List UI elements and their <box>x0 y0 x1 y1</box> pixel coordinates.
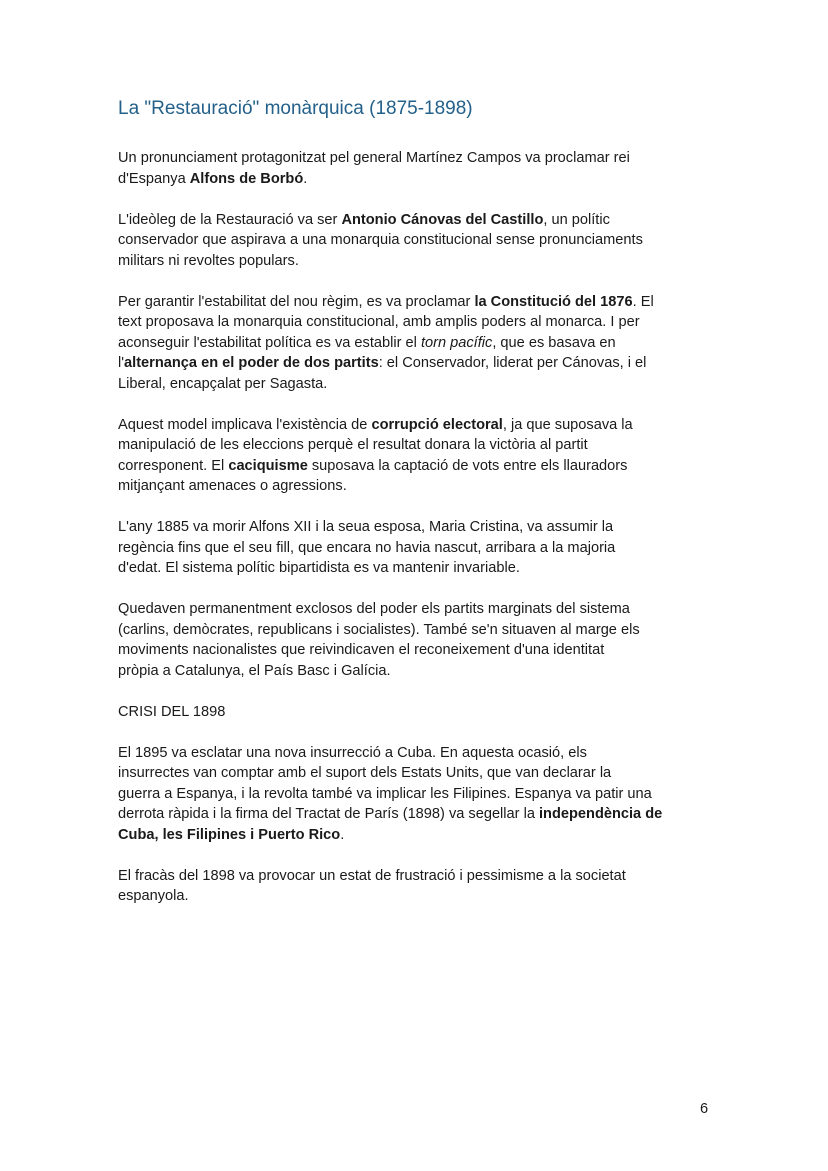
text-run: Quedaven permanentment exclosos del poder els partits marginats del sistema <box>118 601 630 617</box>
text-line <box>118 784 738 805</box>
text-line <box>118 558 738 579</box>
text-line <box>118 866 738 887</box>
bold-text: alternança en el poder de dos partits <box>124 355 379 371</box>
text-run: : el Conservador, liderat per Cánovas, i el <box>378 355 647 371</box>
text-run: El 1895 va esclatar una nova insurrecció a Cuba. En aquesta ocasió, els <box>118 744 587 761</box>
text-run: Aquest model implicava l'existència de <box>118 416 372 433</box>
text-line <box>118 210 738 231</box>
text-run: insurrectes van comptar amb el suport dels Estats Units, que van declarar la <box>118 765 612 781</box>
text-run: regència fins que el seu fill, que encara no havia nascut, arribara a la majoria <box>118 539 616 556</box>
text-line <box>118 620 738 641</box>
text-run: mitjançant amenaces o agressions. <box>118 478 347 494</box>
text-run: suposava la captació de vots entre els llauradors <box>307 457 628 474</box>
text-run: Liberal, encapçalat per Sagasta. <box>118 375 328 392</box>
text-line <box>118 640 738 661</box>
text-run: manipulació de les eleccions perquè el resultat donara la victòria al partit <box>118 437 588 453</box>
text-line <box>118 312 738 333</box>
text-line <box>118 702 738 723</box>
document-body <box>118 148 738 927</box>
text-line <box>118 251 738 272</box>
paragraph <box>118 599 738 681</box>
section-heading: La "Restauració" monàrquica (1875-1898) <box>118 98 473 119</box>
paragraph <box>118 292 738 395</box>
text-line <box>118 804 738 825</box>
text-run: . El <box>632 293 654 310</box>
text-run: militars ni revoltes populars. <box>118 252 299 269</box>
text-line <box>118 456 738 477</box>
text-run: L'any 1885 va morir Alfons XII i la seua esposa, Maria Cristina, va assumir la <box>118 519 614 535</box>
text-run: derrota ràpida i la firma del Tractat de París (1898) va segellar la <box>118 806 539 822</box>
paragraph <box>118 148 738 189</box>
text-run: d'edat. El sistema polític bipartidista es va mantenir invariable. <box>118 560 520 576</box>
text-run: d'Espanya <box>118 170 190 187</box>
bold-text: Antonio Cánovas del Castillo <box>341 211 544 228</box>
text-line <box>118 292 738 313</box>
text-line <box>118 435 738 456</box>
text-line <box>118 415 738 436</box>
text-run: , ja que suposava la <box>502 416 633 433</box>
text-run: corresponent. El <box>118 457 229 474</box>
italic-text: torn pacífic <box>420 334 493 351</box>
text-run: pròpia a Catalunya, el País Basc i Galícia. <box>118 662 391 679</box>
text-line <box>118 333 738 354</box>
text-run: espanyola. <box>118 888 189 904</box>
text-line <box>118 374 738 395</box>
text-run: conservador que aspirava a una monarquia constitucional sense pronunciaments <box>118 232 643 248</box>
bold-text: independència de <box>539 806 663 822</box>
text-line <box>118 169 738 190</box>
text-line <box>118 353 738 374</box>
text-line <box>118 148 738 169</box>
text-run: El fracàs del 1898 va provocar un estat de frustració i pessimisme a la societat <box>118 867 626 884</box>
text-run: moviments nacionalistes que reivindicaven el reconeixement d'una identitat <box>118 642 605 658</box>
text-line <box>118 661 738 682</box>
text-line <box>118 886 738 907</box>
text-run: . <box>340 826 345 843</box>
text-run: (carlins, demòcrates, republicans i socialistes). També se'n situaven al marge els <box>118 621 640 638</box>
bold-text: caciquisme <box>228 457 308 474</box>
paragraph <box>118 743 738 846</box>
bold-text: Alfons de Borbó <box>189 170 304 187</box>
text-run: , que es basava en <box>492 334 616 351</box>
text-line <box>118 476 738 497</box>
text-run: , un polític <box>543 211 610 228</box>
text-line <box>118 743 738 764</box>
bold-text: Cuba, les Filipines i Puerto Rico <box>118 826 341 843</box>
text-run: CRISI DEL 1898 <box>118 703 226 720</box>
subheading-crisis <box>118 702 738 723</box>
bold-text: la Constitució del 1876 <box>474 293 633 310</box>
text-line <box>118 230 738 251</box>
text-run: text proposava la monarquia constitucional, amb amplis poders al monarca. I per <box>118 314 640 330</box>
text-run: Un pronunciament protagonitzat pel general Martínez Campos va proclamar rei <box>118 150 630 166</box>
text-line <box>118 538 738 559</box>
paragraph <box>118 210 738 272</box>
bold-text: corrupció electoral <box>371 416 503 433</box>
text-line <box>118 517 738 538</box>
text-run: l' <box>118 355 125 371</box>
paragraph <box>118 517 738 579</box>
text-run: guerra a Espanya, i la revolta també va implicar les Filipines. Espanya va patir una <box>118 785 652 802</box>
text-line <box>118 763 738 784</box>
text-line <box>118 599 738 620</box>
text-run: L'ideòleg de la Restauració va ser <box>118 211 342 228</box>
page-number: 6 <box>700 1101 709 1117</box>
paragraph <box>118 415 738 497</box>
paragraph <box>118 866 738 907</box>
text-run: . <box>303 170 308 187</box>
text-line <box>118 825 738 846</box>
text-run: Per garantir l'estabilitat del nou règim, es va proclamar <box>118 293 475 310</box>
text-run: aconseguir l'estabilitat política es va establir el <box>118 334 421 351</box>
